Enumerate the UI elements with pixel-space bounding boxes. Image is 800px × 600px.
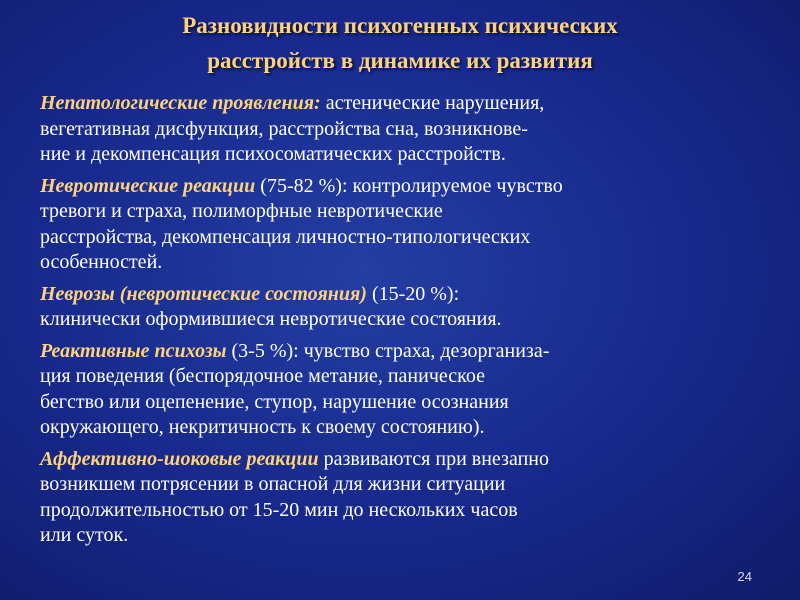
item-text-line: ция поведения (беспорядочное метание, паническое [40, 365, 485, 387]
item-term: Неврозы (невротические состояния) [40, 282, 367, 305]
item-text-line: ние и декомпенсация психосоматических расстройств. [40, 143, 506, 165]
slide-title-line-1: Разновидности психогенных психических [182, 13, 618, 38]
item-text-line: расстройства, декомпенсация личностно-типологических [40, 225, 531, 248]
item-text-line: развиваются при внезапно [318, 447, 549, 470]
item-neurotic-reactions [40, 174, 790, 276]
item-text-line: продолжительностью от 15-20 мин до нескольких часов [40, 498, 518, 521]
slide-title-line-2: расстройств в динамике их развития [207, 48, 593, 73]
item-text-line: особенностей. [40, 251, 163, 273]
item-reactive-psychoses [40, 339, 790, 441]
item-text-line: или суток. [40, 524, 129, 546]
item-text-line: вегетативная дисфункция, расстройства сна, возникнове- [40, 117, 528, 140]
item-text-line: (15-20 %): [366, 282, 460, 305]
item-term: Невротические реакции [40, 174, 256, 197]
item-neuroses [40, 282, 790, 333]
item-text-line: бегство или оцепенение, ступор, нарушение осознания [40, 390, 509, 413]
item-text-line: (3-5 %): чувство страха, дезорганиза- [226, 339, 550, 362]
item-affective-shock-reactions [40, 447, 790, 549]
item-term: Аффективно-шоковые реакции [40, 447, 319, 470]
item-term: Реактивные психозы [40, 339, 227, 362]
item-text-line: клинически оформившиеся невротические состояния. [40, 308, 502, 330]
item-text-line: (75-82 %): контролируемое чувство [255, 174, 563, 197]
item-text-line: астенические нарушения, [320, 92, 545, 114]
item-text-line: тревоги и страха, полиморфные невротические [40, 200, 443, 222]
item-text-line: возникшем потрясении в опасной для жизни ситуации [40, 473, 506, 495]
item-text-line: окружающего, некритичность к своему состоянию). [40, 416, 485, 438]
item-term: Непатологические проявления: [40, 92, 321, 114]
page-number: 24 [737, 569, 752, 584]
slide-title [0, 8, 800, 78]
item-nonpathological [40, 91, 790, 168]
slide-content [40, 91, 790, 555]
